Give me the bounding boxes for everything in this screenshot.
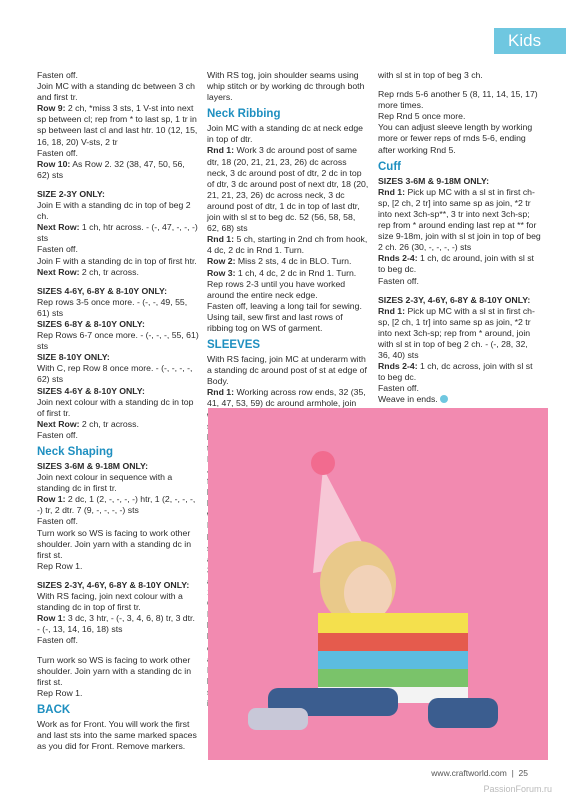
section-heading: Cuff bbox=[378, 160, 401, 173]
row-text: 3 dc, 3 htr, - (-, 3, 4, 6, 8) tr, 3 dtr. - (-, 13, 14, 16, 18) sts bbox=[37, 613, 195, 635]
row-label: Next Row: bbox=[37, 222, 80, 233]
pattern-row bbox=[378, 361, 542, 383]
pattern-row bbox=[378, 253, 542, 275]
pattern-row bbox=[378, 306, 542, 361]
paragraph: Rep Row 1. bbox=[37, 560, 83, 571]
spacer bbox=[37, 572, 199, 580]
pattern-row bbox=[207, 256, 369, 267]
row-text: Pick up MC with a sl st in first ch-sp, [2 ch, 2 tr] into same sp as join, *2 tr into next 3ch-sp**, 3 tr into next 3ch-sp; rep from * around ending last rep at ** for size 9-18m, join with sl st join in top of beg 2 ch. 26 (30, -, -, -, -) sts bbox=[378, 186, 541, 253]
paragraph: Fasten off, leaving a long tail for sewing. Using tail, sew first and last rows of ribbing tog on WS of garment. bbox=[207, 300, 362, 333]
row-label: Rnd 1: bbox=[207, 387, 235, 398]
row-text: 2 ch, tr across. bbox=[79, 418, 139, 429]
row-text: Miss 2 sts, 4 dc in BLO. Turn. bbox=[235, 256, 352, 267]
paragraph: Rep rows 2-3 until you have worked around the entire neck edge. bbox=[207, 278, 346, 300]
paragraph: Fasten off. bbox=[378, 275, 419, 286]
end-text bbox=[378, 394, 542, 405]
row-label: Rnds 2-4: bbox=[378, 361, 418, 372]
row-text: As Row 2. 32 (38, 47, 50, 56, 62) sts bbox=[37, 158, 185, 180]
size-heading: SIZES 3-6M & 9-18M ONLY: bbox=[37, 461, 149, 471]
pattern-row bbox=[37, 103, 199, 147]
paragraph: Join F with a standing dc in top of first htr. bbox=[37, 255, 197, 266]
row-label: Row 10: bbox=[37, 158, 71, 169]
row-text: Pick up MC with a sl st in first ch-sp, [2 ch, 1 tr] into same sp as join, *2 tr into next 3ch-sp; rep from * around, join with sl st in top of beg 2 ch. - (-, 28, 32, 36, 40) sts bbox=[378, 305, 535, 361]
size-heading: SIZES 2-3Y, 4-6Y, 6-8Y & 8-10Y ONLY: bbox=[37, 579, 190, 590]
paragraph: Join E with a standing dc in top of beg 2 ch. bbox=[37, 200, 191, 222]
paragraph: Turn work so WS is facing to work other shoulder. Join yarn with a standing dc in first st. bbox=[37, 527, 192, 560]
row-text: 2 ch, *miss 3 sts, 1 V-st into next sp between cl; rep from * to last sp, 1 tr in sp between last cl and last htr. 10 (12, 15, 16, 18, 20) V-sts, 2 tr bbox=[37, 103, 198, 147]
pattern-row bbox=[37, 494, 199, 516]
section-tab: Kids bbox=[494, 28, 566, 54]
paragraph: Rep rows 3-5 once more. - (-, -, 49, 55, 61) sts bbox=[37, 296, 188, 318]
spacer bbox=[37, 647, 199, 655]
row-text: 1 ch, dc across, join with sl st to beg dc. bbox=[378, 361, 533, 383]
paragraph: Fasten off. bbox=[37, 635, 78, 646]
row-text: 1 ch, dc around, join with sl st to beg dc. bbox=[378, 253, 534, 275]
spacer bbox=[37, 278, 199, 286]
row-label: Row 1: bbox=[37, 494, 66, 505]
pattern-row bbox=[378, 187, 542, 254]
row-text: 5 ch, starting in 2nd ch from hook, 4 dc, 2 dc in Rnd 1. Turn. bbox=[207, 234, 368, 256]
paragraph: With RS facing, join next colour with a standing dc in top of first tr. bbox=[37, 591, 183, 613]
paragraph: Rep rnds 5-6 another 5 (8, 11, 14, 15, 17) more times. bbox=[378, 89, 538, 111]
paragraph: Join MC with a standing dc between 3 ch and first tr. bbox=[37, 81, 195, 103]
spacer bbox=[378, 81, 542, 89]
paragraph: Fasten off. bbox=[37, 429, 78, 440]
page-footer bbox=[0, 762, 566, 800]
child-in-party-hat-illustration bbox=[208, 408, 548, 760]
section-heading: SLEEVES bbox=[207, 339, 261, 352]
paragraph: Turn work so WS is facing to work other shoulder. Join yarn with a standing dc in first st. bbox=[37, 654, 192, 687]
paragraph: Join next colour with a standing dc in top of first tr. bbox=[37, 396, 194, 418]
row-label: Row 2: bbox=[207, 256, 236, 267]
row-text: Working across row ends, 32 (35, 41, 47, 53, 59) dc around armhole, join bbox=[207, 387, 366, 409]
row-label: Rnd 1: bbox=[207, 145, 235, 156]
pattern-row bbox=[37, 222, 199, 244]
footer-url: www.craftworld.com | 25 bbox=[431, 768, 528, 778]
paragraph: With RS tog, join shoulder seams using whip stitch or by working dc through both layers. bbox=[207, 70, 365, 103]
size-heading: SIZES 4-6Y & 8-10Y ONLY: bbox=[37, 385, 145, 396]
pattern-row bbox=[37, 613, 199, 635]
size-heading: SIZES 4-6Y, 6-8Y & 8-10Y ONLY: bbox=[37, 285, 168, 296]
pattern-row bbox=[207, 234, 369, 256]
pattern-row bbox=[37, 419, 199, 430]
row-label: Next Row: bbox=[37, 418, 80, 429]
row-text: Work 3 dc around post of same dtr, 18 (20, 21, 21, 23, 26) dc across neck, 3 dc around post of dtr, 2 dc in top of dtr, 3 dc around post of next dtr, 18 (20, 21, 21, 23, 26) dc across neck, 3 dc around post of dtr, 1 dc in top of last dtr, join with sl st to beg dc. 52 (56, 58, 58, 62, 68) sts bbox=[207, 145, 369, 234]
row-label: Rnd 1: bbox=[378, 186, 406, 197]
paragraph: You can adjust sleeve length by working more or fewer reps of rnds 5-6, ending after working Rnd 5. bbox=[378, 122, 533, 155]
size-heading: SIZES 3-6M & 9-18M ONLY: bbox=[378, 175, 490, 186]
row-label: Row 3: bbox=[207, 267, 236, 278]
section-heading: Neck Ribbing bbox=[207, 108, 281, 121]
child-photo bbox=[208, 408, 548, 760]
size-heading: SIZE 8-10Y ONLY: bbox=[37, 352, 110, 363]
row-text: 1 ch, htr across. - (-, 47, -, -, -) sts bbox=[37, 222, 198, 244]
pattern-row bbox=[207, 268, 369, 279]
pattern-row bbox=[37, 159, 199, 181]
end-label: Weave in ends. bbox=[378, 394, 438, 405]
row-text: 2 ch, tr across. bbox=[79, 266, 139, 277]
column-3 bbox=[378, 70, 542, 406]
row-text: 2 dc, 1 (2, -, -, -, -) htr, 1 (2, -, -, -, -) tr, 2 dtr. 7 (9, -, -, -, -) sts bbox=[37, 494, 196, 516]
paragraph: Fasten off. bbox=[37, 516, 78, 527]
paragraph: Fasten off. bbox=[37, 147, 78, 158]
row-label: Rnd 1: bbox=[378, 305, 406, 316]
paragraph: Fasten off. bbox=[378, 383, 419, 394]
row-label: Row 1: bbox=[37, 613, 66, 624]
paragraph: Fasten off. bbox=[37, 244, 78, 255]
paragraph: with sl st in top of beg 3 ch. bbox=[378, 70, 483, 80]
size-heading: SIZES 6-8Y & 8-10Y ONLY: bbox=[37, 318, 145, 329]
page-number: 25 bbox=[518, 768, 528, 778]
row-text: 1 ch, 4 dc, 2 dc in Rnd 1. Turn. bbox=[235, 267, 357, 278]
watermark: PassionForum.ru bbox=[483, 784, 552, 794]
row-label: Row 9: bbox=[37, 103, 66, 114]
section-heading: BACK bbox=[37, 703, 71, 716]
paragraph: Join MC with a standing dc at neck edge in top of dtr. bbox=[207, 123, 363, 145]
paragraph: With RS facing, join MC at underarm with a standing dc around post of st at edge of Body. bbox=[207, 354, 367, 387]
paragraph: Work as for Front. You will work the first and last sts into the same marked spaces as you did for Front. Remove markers. bbox=[37, 718, 197, 752]
row-label: Rnd 1: bbox=[207, 234, 235, 245]
pattern-row bbox=[37, 267, 199, 278]
spacer bbox=[378, 287, 542, 295]
paragraph: Fasten off. bbox=[37, 70, 78, 80]
paragraph: With C, rep Row 8 once more. - (-, -, -, -, 62) sts bbox=[37, 363, 193, 385]
pattern-row bbox=[207, 145, 369, 234]
spacer bbox=[37, 181, 199, 189]
column-1 bbox=[37, 70, 199, 752]
paragraph: Rep Rows 6-7 once more. - (-, -, -, 55, 61) sts bbox=[37, 330, 199, 352]
yarn-ball-icon bbox=[440, 395, 448, 403]
row-label: Rnds 2-4: bbox=[378, 253, 418, 264]
size-heading: SIZE 2-3Y ONLY: bbox=[37, 188, 105, 199]
section-heading: Neck Shaping bbox=[37, 446, 114, 458]
paragraph: Rep Rnd 5 once more. bbox=[378, 111, 466, 122]
row-label: Next Row: bbox=[37, 266, 80, 277]
paragraph: Rep Row 1. bbox=[37, 687, 83, 698]
paragraph: Join next colour in sequence with a standing dc in first tr. bbox=[37, 472, 173, 494]
size-heading: SIZES 2-3Y, 4-6Y, 6-8Y & 8-10Y ONLY: bbox=[378, 294, 531, 305]
